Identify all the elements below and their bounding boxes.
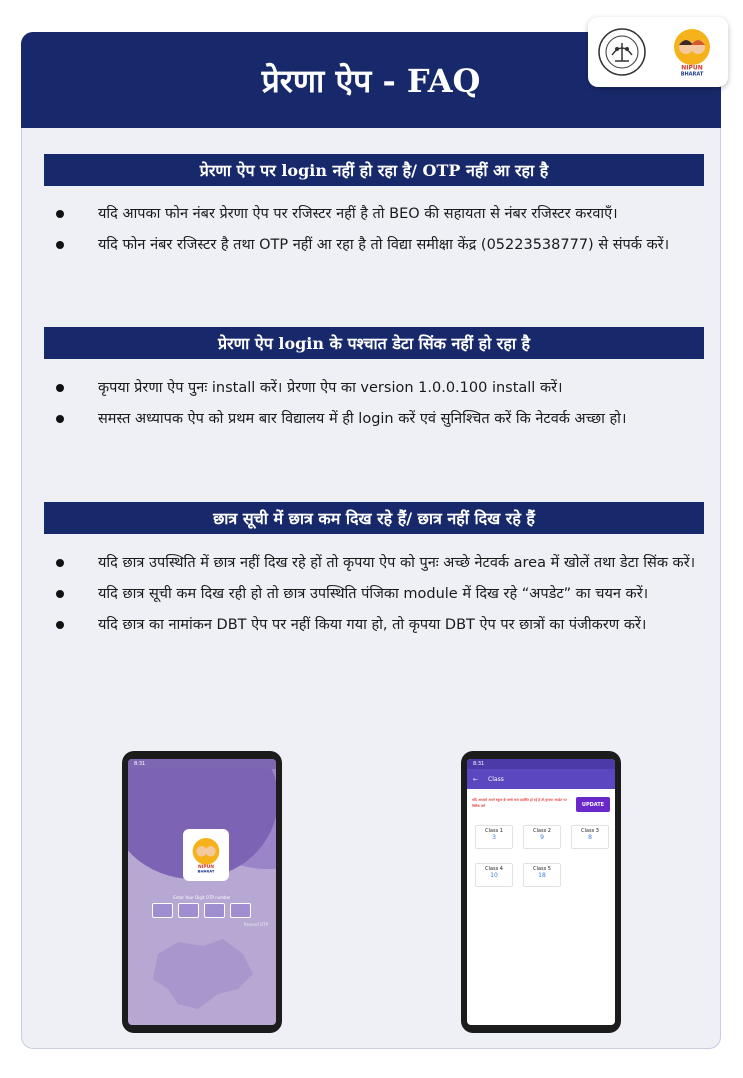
svg-text:NIPUN: NIPUN [198, 864, 214, 870]
svg-text:NIPUN: NIPUN [681, 64, 703, 72]
phone-screenshot-class [461, 751, 621, 1033]
class-name: Class 2 [533, 828, 551, 834]
bullet-list-students [52, 549, 702, 642]
bullet-icon [56, 384, 64, 392]
list-item-text: यदि छात्र का नामांकन DBT ऐप पर नहीं किया गया हो, तो कृपया DBT ऐप पर छात्रों का पंजीकरण करें। [98, 617, 647, 633]
class-grid [475, 825, 615, 887]
bullet-list-login [52, 200, 702, 262]
otp-input-row [152, 903, 251, 918]
bullet-icon [56, 559, 64, 567]
class-name: Class 1 [485, 828, 503, 834]
section-heading-sync [44, 327, 704, 359]
list-item-text: यदि छात्र उपस्थिति में छात्र नहीं दिख रहे हों तो कृपया ऐप को पुनः अच्छे नेटवर्क area में खोलें तथा डेटा सिंक करें। [98, 555, 696, 571]
otp-digit-field[interactable] [204, 903, 225, 918]
list-item [52, 231, 702, 260]
bullet-list-sync [52, 374, 702, 436]
list-item-text: यदि आपका फोन नंबर प्रेरणा ऐप पर रजिस्टर नहीं है तो BEO की सहायता से नंबर रजिस्टर करवाएँ। [98, 206, 618, 222]
otp-digit-field[interactable] [178, 903, 199, 918]
list-item-text: समस्त अध्यापक ऐप को प्रथम बार विद्यालय में ही login करें एवं सुनिश्चित करें कि नेटवर्क अच्छा हो। [98, 411, 627, 427]
class-name: Class 3 [581, 828, 599, 834]
class-count: 18 [538, 872, 546, 879]
phone-screenshot-login [122, 751, 282, 1033]
bullet-icon [56, 590, 64, 598]
update-button[interactable]: UPDATE [576, 797, 610, 812]
class-card[interactable] [475, 863, 513, 887]
class-card[interactable] [475, 825, 513, 849]
list-item [52, 549, 702, 578]
class-count: 10 [490, 872, 498, 879]
up-government-emblem-icon [597, 27, 647, 77]
list-item [52, 200, 702, 229]
section-heading-text: छात्र सूची में छात्र कम दिख रहे हैं/ छात्र नहीं दिख रहे हैं [213, 509, 535, 528]
logo-box [588, 17, 728, 87]
nipun-bharat-logo-icon [665, 25, 719, 79]
bullet-icon [56, 621, 64, 629]
back-arrow-icon[interactable]: ← [473, 775, 479, 783]
bullet-icon [56, 210, 64, 218]
list-item-text: कृपया प्रेरणा ऐप पुनः install करें। प्रेरणा ऐप का version 1.0.0.100 install करें। [98, 380, 563, 396]
section-heading-text: प्रेरणा ऐप पर login नहीं हो रहा है/ OTP नहीं आ रहा है [199, 161, 549, 180]
up-map-icon [148, 934, 258, 1014]
list-item [52, 374, 702, 403]
section-heading-text: प्रेरणा ऐप login के पश्चात डेटा सिंक नहीं हो रहा है [217, 334, 531, 353]
class-card[interactable] [523, 825, 561, 849]
class-card[interactable] [523, 863, 561, 887]
class-count: 9 [540, 834, 544, 841]
status-bar: 8:31 [128, 759, 276, 769]
phone-screen [128, 759, 276, 1025]
bullet-icon [56, 241, 64, 249]
page-title: प्रेरणा ऐप - FAQ [261, 61, 481, 100]
list-item-text: यदि छात्र सूची कम दिख रही हो तो छात्र उपस्थिति पंजिका module में दिख रहे “अपडेट” का चयन करें। [98, 586, 649, 602]
otp-label: Enter Your Digit OTP number [173, 895, 231, 900]
list-item [52, 611, 702, 640]
app-logo [183, 829, 229, 881]
class-count: 3 [492, 834, 496, 841]
class-name: Class 5 [533, 866, 551, 872]
app-bar-title: Class [488, 775, 504, 783]
status-bar: 8:31 [467, 759, 615, 769]
nipun-bharat-logo-icon [186, 832, 226, 878]
section-heading-students [44, 502, 704, 534]
class-count: 8 [588, 834, 592, 841]
resend-otp-link[interactable]: Resend OTP [244, 922, 268, 927]
svg-text:BHARAT: BHARAT [197, 869, 215, 874]
update-note: यदि आपको अपने स्कूल के बच्चे कम प्रदर्शित हो रहे है तो,कृपया अपडेट पर क्लिक करें [472, 798, 567, 808]
section-heading-login [44, 154, 704, 186]
list-item [52, 405, 702, 434]
app-bar [467, 769, 615, 789]
list-item-text: यदि फोन नंबर रजिस्टर है तथा OTP नहीं आ रहा है तो विद्या समीक्षा केंद्र (05223538777) से संपर्क करें। [98, 237, 670, 253]
phone-screen [467, 759, 615, 1025]
svg-text:BHARAT: BHARAT [680, 71, 704, 78]
list-item [52, 580, 702, 609]
bullet-icon [56, 415, 64, 423]
class-card[interactable] [571, 825, 609, 849]
otp-digit-field[interactable] [230, 903, 251, 918]
class-name: Class 4 [485, 866, 503, 872]
otp-digit-field[interactable] [152, 903, 173, 918]
